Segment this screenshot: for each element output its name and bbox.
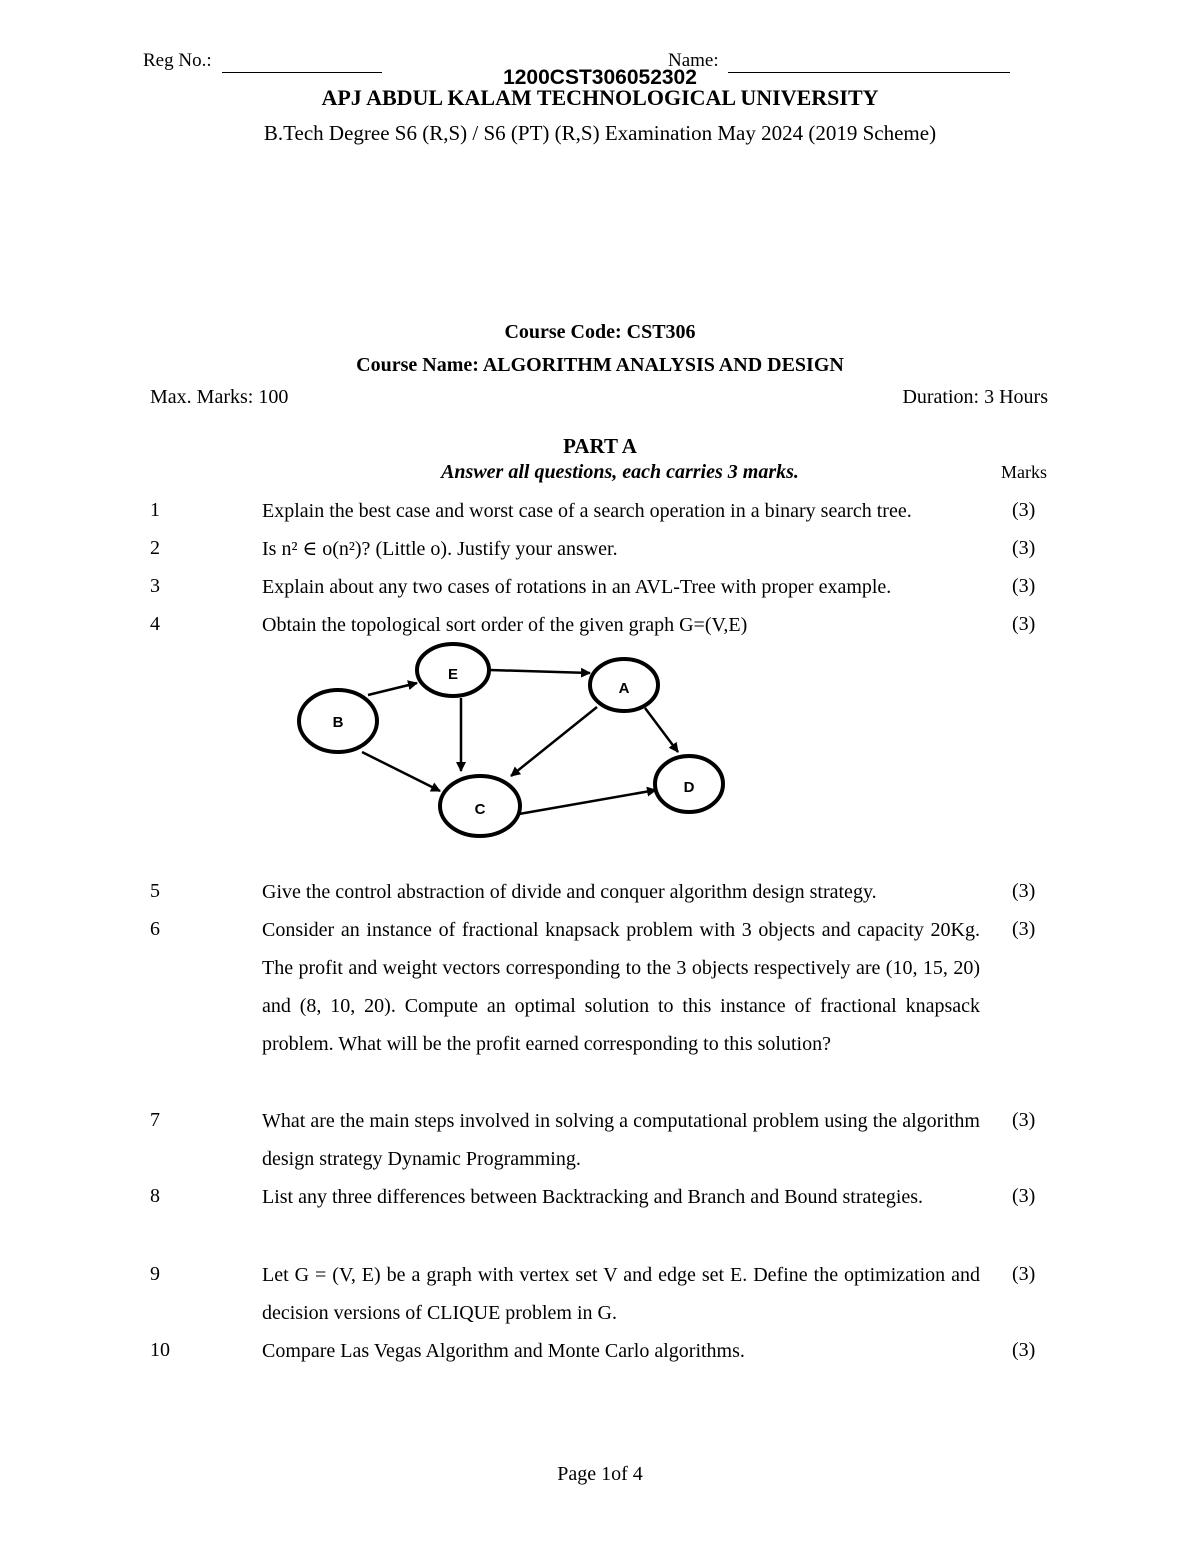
university-title: APJ ABDUL KALAM TECHNOLOGICAL UNIVERSITY [321,85,879,110]
part-a-instruction: Answer all questions, each carries 3 marks. [441,461,799,483]
question-number: 4 [150,613,160,635]
question-number: 3 [150,575,160,597]
graph-node-label: D [683,779,695,796]
question-number: 7 [150,1109,160,1131]
max-marks: Max. Marks: 100 [150,386,289,408]
marks-column-header: Marks [1001,462,1047,482]
question-marks: (3) [1012,1339,1036,1361]
question-marks: (3) [1012,1185,1036,1207]
question-text: Let G = (V, E) be a graph with vertex set V and edge set E. Define the optimization and decision versions of CLIQUE problem in G. [262,1264,980,1324]
question-text: Consider an instance of fractional knapsack problem with 3 objects and capacity 20Kg. The profit and weight vectors corresponding to the 3 objects respectively are (10, 15, 20) and (8, 10, 20). Compute an optimal solution to this instance of fractional knapsack problem. What will be the profit earned corresponding to this solution? [262,919,980,1055]
question-number: 2 [150,537,160,559]
question-marks: (3) [1012,537,1036,559]
question-marks: (3) [1012,1109,1036,1131]
question-marks: (3) [1012,918,1036,940]
page-number: Page 1of 4 [557,1463,643,1485]
edge-a-d [645,708,678,752]
question-text: Give the control abstraction of divide and conquer algorithm design strategy. [262,881,877,903]
part-a-title: PART A [563,434,637,458]
question-marks: (3) [1012,575,1036,597]
question-marks: (3) [1012,499,1036,521]
question-text: List any three differences between Backtracking and Branch and Bound strategies. [262,1186,924,1208]
question-text: Compare Las Vegas Algorithm and Monte Carlo algorithms. [262,1340,745,1362]
exam-title: B.Tech Degree S6 (R,S) / S6 (PT) (R,S) Examination May 2024 (2019 Scheme) [263,121,937,145]
question-number: 5 [150,880,160,902]
duration: Duration: 3 Hours [902,386,1048,408]
topological-sort-graph [290,640,740,850]
graph-node-label: A [618,680,630,697]
question-number: 8 [150,1185,160,1207]
graph-node-label: E [447,666,459,683]
course-code: Course Code: CST306 [504,321,696,343]
edge-e-a [490,670,590,673]
question-text: Is n² ∈ o(n²)? (Little o). Justify your answer. [262,538,618,560]
question-marks: (3) [1012,1263,1036,1285]
question-number: 10 [150,1339,170,1361]
graph-node-label: C [474,801,486,818]
name-label: Name: [668,50,719,71]
question-marks: (3) [1012,613,1036,635]
question-number: 9 [150,1263,160,1285]
edge-a-c [511,707,597,776]
paper-serial: 1200CST306052302 [503,66,697,89]
question-text: Obtain the topological sort order of the given graph G=(V,E) [262,614,748,636]
edge-b-c [362,752,440,791]
question-number: 6 [150,918,160,940]
question-number: 1 [150,499,160,521]
question-text: Explain about any two cases of rotations in an AVL-Tree with proper example. [262,576,892,598]
question-marks: (3) [1012,880,1036,902]
question-text: What are the main steps involved in solving a computational problem using the algorithm design strategy Dynamic Programming. [262,1110,980,1170]
question-text: Explain the best case and worst case of a search operation in a binary search tree. [262,500,912,522]
edge-b-e [368,683,417,695]
reg-no-label: Reg No.: [143,50,212,71]
graph-node-label: B [332,714,344,731]
course-name: Course Name: ALGORITHM ANALYSIS AND DESIGN [356,354,844,376]
edge-c-d [519,790,656,814]
